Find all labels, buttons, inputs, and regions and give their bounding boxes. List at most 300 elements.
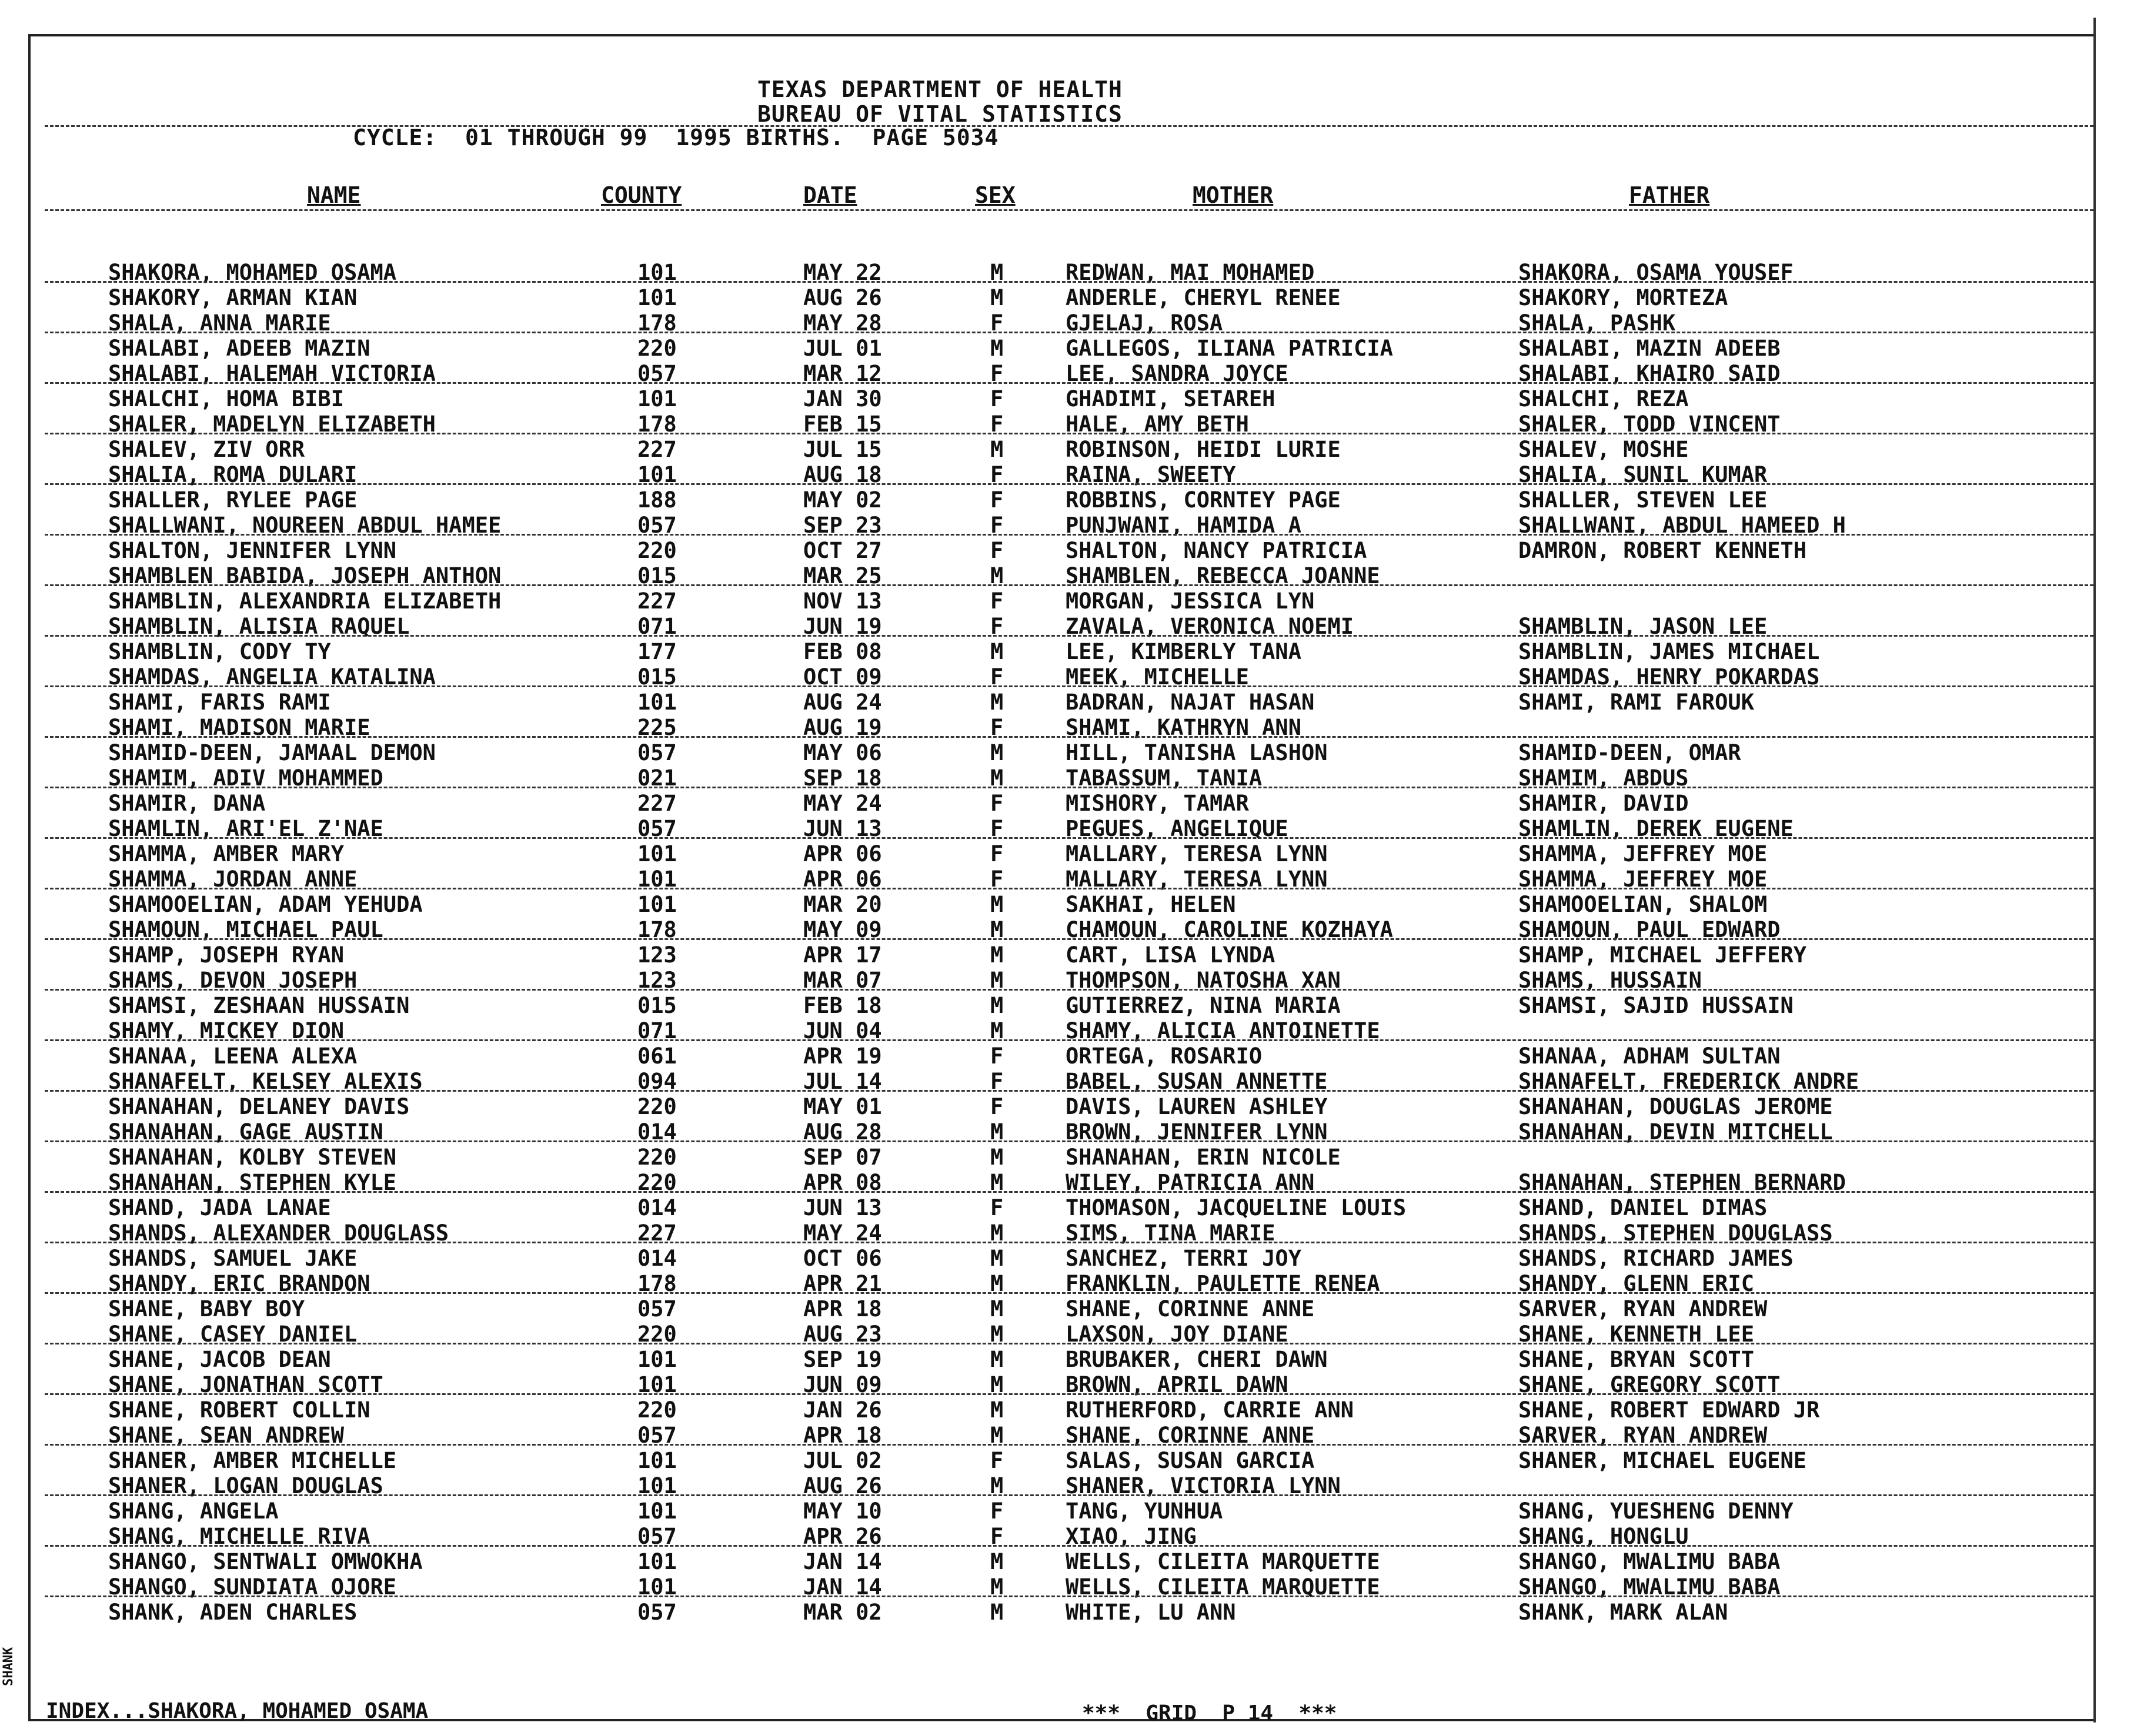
- record-name: SHALLER, RYLEE PAGE: [108, 487, 358, 513]
- row-separator: [45, 433, 2093, 434]
- footer-grid: *** GRID P 14 ***: [1082, 1701, 1337, 1725]
- record-county: 057: [637, 1524, 677, 1549]
- record-sex: F: [990, 1498, 1004, 1524]
- record-sex: F: [990, 614, 1004, 639]
- record-date: SEP 23: [803, 513, 882, 538]
- record-mother: BRUBAKER, CHERI DAWN: [1066, 1347, 1328, 1372]
- footer-index: INDEX...SHAKORA, MOHAMED OSAMA: [46, 1699, 429, 1723]
- header-cycle: CYCLE: 01 THROUGH 99 1995 BIRTHS. PAGE 5034: [353, 125, 999, 150]
- record-mother: LAXSON, JOY DIANE: [1066, 1322, 1288, 1347]
- record-mother: SAKHAI, HELEN: [1066, 892, 1236, 917]
- record-father: SHANAHAN, DEVIN MITCHELL: [1518, 1119, 1833, 1145]
- record-sex: M: [990, 1220, 1004, 1246]
- record-name: SHANGO, SENTWALI OMWOKHA: [108, 1549, 423, 1574]
- record-county: 101: [637, 892, 677, 917]
- row-separator: [45, 483, 2093, 485]
- row-separator: [45, 685, 2093, 687]
- record-name: SHAKORA, MOHAMED OSAMA: [108, 260, 397, 285]
- record-date: MAR 02: [803, 1600, 882, 1625]
- record-county: 094: [637, 1069, 677, 1094]
- record-name: SHANAA, LEENA ALEXA: [108, 1043, 358, 1069]
- record-county: 178: [637, 917, 677, 942]
- record-father: SHAMID-DEEN, OMAR: [1518, 740, 1741, 765]
- record-sex: M: [990, 285, 1004, 310]
- record-sex: F: [990, 361, 1004, 386]
- record-father: SHANER, MICHAEL EUGENE: [1518, 1448, 1807, 1473]
- record-sex: M: [990, 765, 1004, 791]
- record-father: SHANDS, RICHARD JAMES: [1518, 1246, 1794, 1271]
- table-row: [0, 1498, 2152, 1524]
- record-sex: M: [990, 1347, 1004, 1372]
- record-father: SARVER, RYAN ANDREW: [1518, 1423, 1768, 1448]
- record-county: 061: [637, 1043, 677, 1069]
- record-date: SEP 19: [803, 1347, 882, 1372]
- record-mother: RUTHERFORD, CARRIE ANN: [1066, 1397, 1354, 1423]
- table-row: [0, 285, 2152, 310]
- record-county: 071: [637, 614, 677, 639]
- row-separator: [45, 837, 2093, 839]
- record-father: SHANK, MARK ALAN: [1518, 1600, 1728, 1625]
- record-date: AUG 28: [803, 1119, 882, 1145]
- record-name: SHANDY, ERIC BRANDON: [108, 1271, 370, 1296]
- record-father: SHAMBLIN, JASON LEE: [1518, 614, 1768, 639]
- record-date: AUG 19: [803, 715, 882, 740]
- record-sex: M: [990, 563, 1004, 588]
- record-date: JAN 14: [803, 1574, 882, 1600]
- table-row: [0, 437, 2152, 462]
- record-date: MAY 22: [803, 260, 882, 285]
- record-mother: SHALTON, NANCY PATRICIA: [1066, 538, 1367, 563]
- record-name: SHAMID-DEEN, JAMAAL DEMON: [108, 740, 436, 765]
- record-mother: TANG, YUNHUA: [1066, 1498, 1223, 1524]
- column-header-date: DATE: [803, 182, 857, 208]
- table-row: [0, 1600, 2152, 1625]
- side-label: SHANK: [1, 1647, 16, 1686]
- record-county: 021: [637, 765, 677, 791]
- record-county: 220: [637, 1145, 677, 1170]
- record-county: 123: [637, 942, 677, 968]
- record-date: MAY 06: [803, 740, 882, 765]
- record-mother: ROBBINS, CORNTEY PAGE: [1066, 487, 1341, 513]
- record-sex: M: [990, 1397, 1004, 1423]
- record-father: SARVER, RYAN ANDREW: [1518, 1296, 1768, 1322]
- record-county: 057: [637, 816, 677, 841]
- row-separator: [45, 1191, 2093, 1193]
- record-sex: M: [990, 260, 1004, 285]
- record-date: MAR 07: [803, 968, 882, 993]
- record-sex: F: [990, 1094, 1004, 1119]
- row-separator: [45, 1393, 2093, 1395]
- record-date: JAN 14: [803, 1549, 882, 1574]
- record-date: MAR 20: [803, 892, 882, 917]
- record-father: SHAMIM, ABDUS: [1518, 765, 1689, 791]
- record-sex: F: [990, 487, 1004, 513]
- record-county: 014: [637, 1195, 677, 1220]
- record-name: SHAMOOELIAN, ADAM YEHUDA: [108, 892, 423, 917]
- record-mother: LEE, SANDRA JOYCE: [1066, 361, 1288, 386]
- header-bureau: BUREAU OF VITAL STATISTICS: [757, 101, 1123, 127]
- record-sex: M: [990, 1271, 1004, 1296]
- record-date: OCT 09: [803, 664, 882, 690]
- record-name: SHANE, ROBERT COLLIN: [108, 1397, 370, 1423]
- record-county: 227: [637, 791, 677, 816]
- record-father: SHALER, TODD VINCENT: [1518, 412, 1781, 437]
- record-sex: M: [990, 892, 1004, 917]
- record-name: SHAMBLIN, ALISIA RAQUEL: [108, 614, 410, 639]
- record-name: SHANDS, ALEXANDER DOUGLASS: [108, 1220, 449, 1246]
- record-county: 057: [637, 1296, 677, 1322]
- record-sex: F: [990, 1524, 1004, 1549]
- record-mother: ZAVALA, VERONICA NOEMI: [1066, 614, 1354, 639]
- record-father: SHALLER, STEVEN LEE: [1518, 487, 1768, 513]
- table-row: [0, 1043, 2152, 1069]
- table-row: [0, 690, 2152, 715]
- record-name: SHANAHAN, STEPHEN KYLE: [108, 1170, 397, 1195]
- record-father: SHALA, PASHK: [1518, 310, 1676, 336]
- record-name: SHAMBLEN BABIDA, JOSEPH ANTHON: [108, 563, 502, 588]
- record-name: SHANE, JACOB DEAN: [108, 1347, 331, 1372]
- record-sex: F: [990, 867, 1004, 892]
- record-sex: F: [990, 588, 1004, 614]
- record-mother: WILEY, PATRICIA ANN: [1066, 1170, 1315, 1195]
- row-separator: [45, 382, 2093, 384]
- record-date: OCT 06: [803, 1246, 882, 1271]
- record-date: JUL 02: [803, 1448, 882, 1473]
- record-name: SHAMS, DEVON JOSEPH: [108, 968, 358, 993]
- record-county: 177: [637, 639, 677, 664]
- record-date: JAN 26: [803, 1397, 882, 1423]
- column-header-mother: MOTHER: [1193, 182, 1274, 208]
- record-date: AUG 26: [803, 285, 882, 310]
- record-date: FEB 08: [803, 639, 882, 664]
- record-date: MAY 24: [803, 791, 882, 816]
- record-date: JUN 19: [803, 614, 882, 639]
- record-county: 227: [637, 588, 677, 614]
- record-sex: F: [990, 841, 1004, 867]
- record-name: SHALTON, JENNIFER LYNN: [108, 538, 397, 563]
- column-header-name: NAME: [307, 182, 361, 208]
- row-separator: [45, 1545, 2093, 1547]
- record-mother: WHITE, LU ANN: [1066, 1600, 1236, 1625]
- record-father: SHANE, BRYAN SCOTT: [1518, 1347, 1754, 1372]
- record-date: FEB 15: [803, 412, 882, 437]
- record-name: SHAMIR, DANA: [108, 791, 266, 816]
- record-father: SHAMLIN, DEREK EUGENE: [1518, 816, 1794, 841]
- record-date: APR 06: [803, 867, 882, 892]
- row-separator: [45, 332, 2093, 333]
- record-sex: M: [990, 437, 1004, 462]
- record-name: SHANE, JONATHAN SCOTT: [108, 1372, 383, 1397]
- record-name: SHANG, ANGELA: [108, 1498, 279, 1524]
- record-sex: M: [990, 1119, 1004, 1145]
- record-name: SHALER, MADELYN ELIZABETH: [108, 412, 436, 437]
- record-father: SHANDS, STEPHEN DOUGLASS: [1518, 1220, 1833, 1246]
- record-county: 220: [637, 1170, 677, 1195]
- column-header-sex: SEX: [975, 182, 1016, 208]
- record-county: 057: [637, 740, 677, 765]
- record-county: 101: [637, 1473, 677, 1498]
- record-sex: F: [990, 816, 1004, 841]
- row-separator: [45, 938, 2093, 940]
- record-county: 220: [637, 1397, 677, 1423]
- table-row: [0, 639, 2152, 664]
- record-county: 101: [637, 841, 677, 867]
- record-name: SHALLWANI, NOUREEN ABDUL HAMEE: [108, 513, 502, 538]
- record-name: SHANDS, SAMUEL JAKE: [108, 1246, 358, 1271]
- table-row: [0, 386, 2152, 412]
- record-date: AUG 23: [803, 1322, 882, 1347]
- table-row: [0, 942, 2152, 968]
- record-sex: M: [990, 1549, 1004, 1574]
- table-row: [0, 1347, 2152, 1372]
- table-row: [0, 588, 2152, 614]
- record-county: 123: [637, 968, 677, 993]
- record-date: APR 19: [803, 1043, 882, 1069]
- record-county: 220: [637, 1322, 677, 1347]
- table-row: [0, 1094, 2152, 1119]
- row-separator: [45, 736, 2093, 738]
- record-date: NOV 13: [803, 588, 882, 614]
- table-row: [0, 1246, 2152, 1271]
- record-father: SHANAHAN, STEPHEN BERNARD: [1518, 1170, 1846, 1195]
- record-county: 015: [637, 993, 677, 1018]
- record-sex: M: [990, 917, 1004, 942]
- record-name: SHAMY, MICKEY DION: [108, 1018, 344, 1043]
- row-separator: [45, 787, 2093, 788]
- column-header-rule: [45, 209, 2093, 211]
- row-separator: [45, 1090, 2093, 1092]
- record-mother: GHADIMI, SETAREH: [1066, 386, 1275, 412]
- record-sex: F: [990, 1195, 1004, 1220]
- header-rule-top: [45, 125, 2093, 127]
- record-mother: CHAMOUN, CAROLINE KOZHAYA: [1066, 917, 1393, 942]
- record-sex: M: [990, 1423, 1004, 1448]
- record-mother: GUTIERREZ, NINA MARIA: [1066, 993, 1341, 1018]
- record-county: 101: [637, 1549, 677, 1574]
- record-date: MAY 10: [803, 1498, 882, 1524]
- record-sex: F: [990, 412, 1004, 437]
- table-row: [0, 892, 2152, 917]
- record-date: MAY 24: [803, 1220, 882, 1246]
- record-name: SHANAFELT, KELSEY ALEXIS: [108, 1069, 423, 1094]
- record-mother: SANCHEZ, TERRI JOY: [1066, 1246, 1301, 1271]
- record-mother: ORTEGA, ROSARIO: [1066, 1043, 1263, 1069]
- record-father: SHANE, GREGORY SCOTT: [1518, 1372, 1781, 1397]
- record-father: SHALABI, MAZIN ADEEB: [1518, 336, 1781, 361]
- record-mother: GALLEGOS, ILIANA PATRICIA: [1066, 336, 1393, 361]
- record-father: SHALIA, SUNIL KUMAR: [1518, 462, 1768, 487]
- table-row: [0, 487, 2152, 513]
- record-sex: F: [990, 513, 1004, 538]
- record-name: SHALABI, ADEEB MAZIN: [108, 336, 370, 361]
- record-name: SHALA, ANNA MARIE: [108, 310, 331, 336]
- record-county: 178: [637, 1271, 677, 1296]
- table-row: [0, 740, 2152, 765]
- record-county: 188: [637, 487, 677, 513]
- record-mother: THOMPSON, NATOSHA XAN: [1066, 968, 1341, 993]
- record-mother: BABEL, SUSAN ANNETTE: [1066, 1069, 1328, 1094]
- record-date: JUL 14: [803, 1069, 882, 1094]
- row-separator: [45, 584, 2093, 586]
- record-father: SHALCHI, REZA: [1518, 386, 1689, 412]
- table-row: [0, 1195, 2152, 1220]
- record-sex: F: [990, 538, 1004, 563]
- record-name: SHANAHAN, GAGE AUSTIN: [108, 1119, 383, 1145]
- table-row: [0, 538, 2152, 563]
- record-date: APR 26: [803, 1524, 882, 1549]
- record-county: 015: [637, 563, 677, 588]
- record-county: 220: [637, 538, 677, 563]
- table-row: [0, 1145, 2152, 1170]
- record-mother: THOMASON, JACQUELINE LOUIS: [1066, 1195, 1407, 1220]
- record-sex: F: [990, 462, 1004, 487]
- row-separator: [45, 1292, 2093, 1294]
- record-date: JUL 15: [803, 437, 882, 462]
- record-date: AUG 18: [803, 462, 882, 487]
- record-date: APR 18: [803, 1296, 882, 1322]
- record-father: SHAKORA, OSAMA YOUSEF: [1518, 260, 1794, 285]
- record-name: SHANER, AMBER MICHELLE: [108, 1448, 397, 1473]
- record-father: SHANG, HONGLU: [1518, 1524, 1689, 1549]
- row-separator: [45, 1444, 2093, 1446]
- row-separator: [45, 1595, 2093, 1597]
- record-father: SHAMP, MICHAEL JEFFERY: [1518, 942, 1807, 968]
- record-sex: M: [990, 1600, 1004, 1625]
- record-name: SHAND, JADA LANAE: [108, 1195, 331, 1220]
- record-county: 057: [637, 361, 677, 386]
- record-mother: BADRAN, NAJAT HASAN: [1066, 690, 1315, 715]
- record-sex: M: [990, 690, 1004, 715]
- record-date: JUN 04: [803, 1018, 882, 1043]
- table-row: [0, 841, 2152, 867]
- record-name: SHAMMA, JORDAN ANNE: [108, 867, 358, 892]
- record-father: SHALABI, KHAIRO SAID: [1518, 361, 1781, 386]
- record-mother: MEEK, MICHELLE: [1066, 664, 1249, 690]
- record-date: MAY 02: [803, 487, 882, 513]
- column-header-county: COUNTY: [601, 182, 682, 208]
- record-mother: DAVIS, LAUREN ASHLEY: [1066, 1094, 1328, 1119]
- record-county: 227: [637, 437, 677, 462]
- record-date: AUG 26: [803, 1473, 882, 1498]
- record-county: 227: [637, 1220, 677, 1246]
- row-separator: [45, 1242, 2093, 1243]
- record-county: 101: [637, 260, 677, 285]
- record-county: 101: [637, 1498, 677, 1524]
- record-date: APR 17: [803, 942, 882, 968]
- record-mother: SHAMBLEN, REBECCA JOANNE: [1066, 563, 1380, 588]
- record-county: 057: [637, 513, 677, 538]
- row-separator: [45, 635, 2093, 637]
- record-date: SEP 07: [803, 1145, 882, 1170]
- record-father: SHAMSI, SAJID HUSSAIN: [1518, 993, 1794, 1018]
- record-date: APR 06: [803, 841, 882, 867]
- record-father: SHAMI, RAMI FAROUK: [1518, 690, 1754, 715]
- record-father: DAMRON, ROBERT KENNETH: [1518, 538, 1807, 563]
- record-mother: SHANER, VICTORIA LYNN: [1066, 1473, 1341, 1498]
- record-sex: M: [990, 1574, 1004, 1600]
- record-county: 101: [637, 1372, 677, 1397]
- record-county: 178: [637, 412, 677, 437]
- record-county: 178: [637, 310, 677, 336]
- record-name: SHAMI, FARIS RAMI: [108, 690, 331, 715]
- record-father: SHAMMA, JEFFREY MOE: [1518, 841, 1768, 867]
- record-father: SHANE, ROBERT EDWARD JR: [1518, 1397, 1820, 1423]
- table-row: [0, 1549, 2152, 1574]
- record-county: 101: [637, 462, 677, 487]
- record-name: SHAMI, MADISON MARIE: [108, 715, 370, 740]
- record-mother: RAINA, SWEETY: [1066, 462, 1236, 487]
- record-mother: SHAMY, ALICIA ANTOINETTE: [1066, 1018, 1380, 1043]
- record-mother: ROBINSON, HEIDI LURIE: [1066, 437, 1341, 462]
- record-father: SHAMBLIN, JAMES MICHAEL: [1518, 639, 1820, 664]
- record-sex: F: [990, 1043, 1004, 1069]
- record-father: SHALEV, MOSHE: [1518, 437, 1689, 462]
- record-sex: M: [990, 336, 1004, 361]
- record-sex: M: [990, 993, 1004, 1018]
- record-sex: M: [990, 1372, 1004, 1397]
- record-mother: ANDERLE, CHERYL RENEE: [1066, 285, 1341, 310]
- record-mother: MISHORY, TAMAR: [1066, 791, 1249, 816]
- record-mother: BROWN, JENNIFER LYNN: [1066, 1119, 1328, 1145]
- record-mother: SHANE, CORINNE ANNE: [1066, 1423, 1315, 1448]
- record-name: SHALEV, ZIV ORR: [108, 437, 305, 462]
- record-sex: F: [990, 386, 1004, 412]
- record-sex: M: [990, 1170, 1004, 1195]
- record-date: MAY 09: [803, 917, 882, 942]
- record-date: MAR 25: [803, 563, 882, 588]
- record-date: FEB 18: [803, 993, 882, 1018]
- record-mother: SHANE, CORINNE ANNE: [1066, 1296, 1315, 1322]
- record-name: SHAMLIN, ARI'EL Z'NAE: [108, 816, 383, 841]
- record-father: SHAND, DANIEL DIMAS: [1518, 1195, 1768, 1220]
- record-county: 015: [637, 664, 677, 690]
- record-father: SHALLWANI, ABDUL HAMEED H: [1518, 513, 1846, 538]
- record-county: 101: [637, 1574, 677, 1600]
- record-sex: M: [990, 1018, 1004, 1043]
- record-mother: SHAMI, KATHRYN ANN: [1066, 715, 1301, 740]
- record-mother: TABASSUM, TANIA: [1066, 765, 1263, 791]
- table-row: [0, 1448, 2152, 1473]
- record-date: APR 21: [803, 1271, 882, 1296]
- record-date: MAY 28: [803, 310, 882, 336]
- table-row: [0, 336, 2152, 361]
- record-mother: CART, LISA LYNDA: [1066, 942, 1275, 968]
- record-mother: SALAS, SUSAN GARCIA: [1066, 1448, 1315, 1473]
- record-sex: F: [990, 664, 1004, 690]
- record-county: 101: [637, 1347, 677, 1372]
- record-name: SHANER, LOGAN DOUGLAS: [108, 1473, 383, 1498]
- record-mother: HILL, TANISHA LASHON: [1066, 740, 1328, 765]
- record-father: SHANDY, GLENN ERIC: [1518, 1271, 1754, 1296]
- record-mother: GJELAJ, ROSA: [1066, 310, 1223, 336]
- record-father: SHAMDAS, HENRY POKARDAS: [1518, 664, 1820, 690]
- record-county: 220: [637, 336, 677, 361]
- record-sex: F: [990, 791, 1004, 816]
- record-father: SHANAHAN, DOUGLAS JEROME: [1518, 1094, 1833, 1119]
- record-date: JUL 01: [803, 336, 882, 361]
- record-mother: FRANKLIN, PAULETTE RENEA: [1066, 1271, 1380, 1296]
- record-county: 071: [637, 1018, 677, 1043]
- record-mother: SHANAHAN, ERIN NICOLE: [1066, 1145, 1341, 1170]
- record-mother: MALLARY, TERESA LYNN: [1066, 867, 1328, 892]
- record-name: SHAMIM, ADIV MOHAMMED: [108, 765, 383, 791]
- record-mother: XIAO, JING: [1066, 1524, 1197, 1549]
- record-mother: WELLS, CILEITA MARQUETTE: [1066, 1574, 1380, 1600]
- record-date: JUN 13: [803, 816, 882, 841]
- record-county: 101: [637, 386, 677, 412]
- record-mother: SIMS, TINA MARIE: [1066, 1220, 1275, 1246]
- record-sex: M: [990, 942, 1004, 968]
